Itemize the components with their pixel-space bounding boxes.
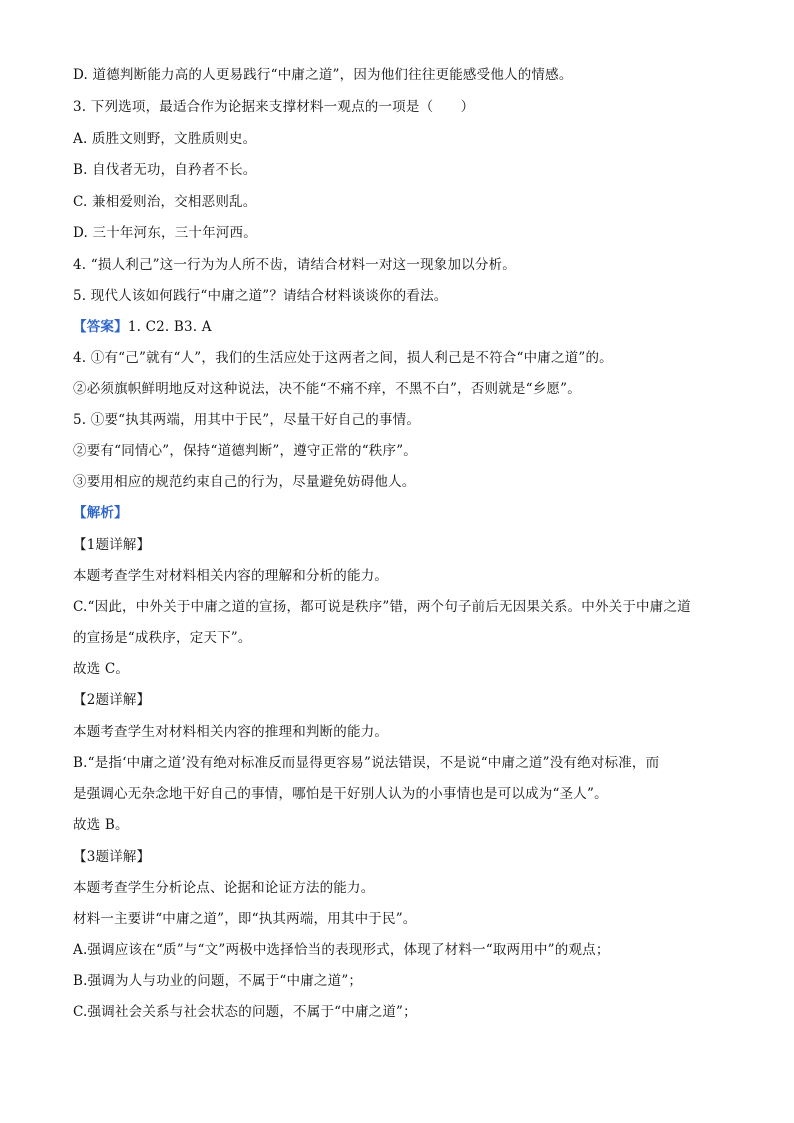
q3-detail-intro: 本题考查学生分析论点、论据和论证方法的能力。 — [73, 880, 375, 896]
q1-detail-body: C.“因此，中外关于中庸之道的宣扬，都可说是秩序”错，两个句子前后无因果关系。中外关于中庸之道 — [73, 599, 691, 615]
q1-detail-body-cont: 的宣扬是“成秩序，定天下”。 — [73, 630, 252, 646]
answer-text: 1. C2. B3. A — [127, 319, 212, 335]
analysis-tag — [73, 503, 733, 523]
question-5: 5. 现代人该如何践行“中庸之道”？请结合材料谈谈你的看法。 — [73, 288, 448, 304]
q2-choice: 故选 B。 — [73, 817, 129, 833]
q3-analysis-b: B.强调为人与功业的问题，不属于“中庸之道”； — [73, 973, 363, 989]
answer-5-point-2: ②要有“同情心”，保持“道德判断”，遵守正常的“秩序”。 — [73, 443, 418, 459]
q3-material-summary: 材料一主要讲“中庸之道”，即“执其两端，用其中于民”。 — [73, 911, 417, 927]
q2-detail-intro: 本题考查学生对材料相关内容的推理和判断的能力。 — [73, 724, 389, 740]
analysis-tag-text: 【解析】 — [73, 505, 128, 521]
option-d-q2: D. 道德判断能力高的人更易践行“中庸之道”，因为他们往往更能感受他人的情感。 — [73, 67, 573, 83]
answer-4-point-2: ②必须旗帜鲜明地反对这种说法，决不能“不痛不痒，不黑不白”，否则就是“乡愿”。 — [73, 381, 581, 397]
q3-analysis-c: C.强调社会关系与社会状态的问题，不属于“中庸之道”； — [73, 1004, 417, 1020]
q2-detail-body: B.“是指‘中庸之道’没有绝对标准反而显得更容易”说法错误，不是说“中庸之道”没有绝对标准，而 — [73, 755, 660, 771]
answer-tag: 【答案】 — [73, 319, 128, 335]
q3-detail-heading: 【3题详解】 — [73, 849, 151, 865]
question-4: 4. “损人利己”这一行为为人所不齿，请结合材料一对这一现象加以分析。 — [73, 257, 516, 273]
answer-5-point-3: ③要用相应的规范约束自己的行为，尽量避免妨碍他人。 — [73, 474, 416, 490]
option-b: B. 自伐者无功，自矜者不长。 — [73, 162, 257, 178]
option-d: D. 三十年河东，三十年河西。 — [73, 225, 257, 241]
option-c: C. 兼相爱则治，交相恶则乱。 — [73, 194, 257, 210]
answer-4-point-1: 4. ①有“己”就有“人”，我们的生活应处于这两者之间，损人利己是不符合“中庸之道”的。 — [73, 350, 613, 366]
q3-analysis-a: A.强调应该在“质”与“文”两极中选择恰当的表现形式，体现了材料一“取两用中”的观点； — [73, 942, 610, 958]
q1-detail-intro: 本题考查学生对材料相关内容的理解和分析的能力。 — [73, 568, 389, 584]
answer-line — [73, 317, 733, 337]
option-a: A. 质胜文则野，文胜质则史。 — [73, 131, 257, 147]
answer-5-point-1: 5. ①要“执其两端，用其中于民”，尽量干好自己的事情。 — [73, 412, 421, 428]
q1-choice: 故选 C。 — [73, 661, 130, 677]
q2-detail-heading: 【2题详解】 — [73, 692, 151, 708]
q2-detail-body-cont: 是强调心无杂念地干好自己的事情，哪怕是干好别人认为的小事情也是可以成为“圣人”。 — [73, 786, 608, 802]
q1-detail-heading: 【1题详解】 — [73, 537, 151, 553]
question-3: 3. 下列选项，最适合作为论据来支撑材料一观点的一项是（ ） — [73, 99, 475, 115]
